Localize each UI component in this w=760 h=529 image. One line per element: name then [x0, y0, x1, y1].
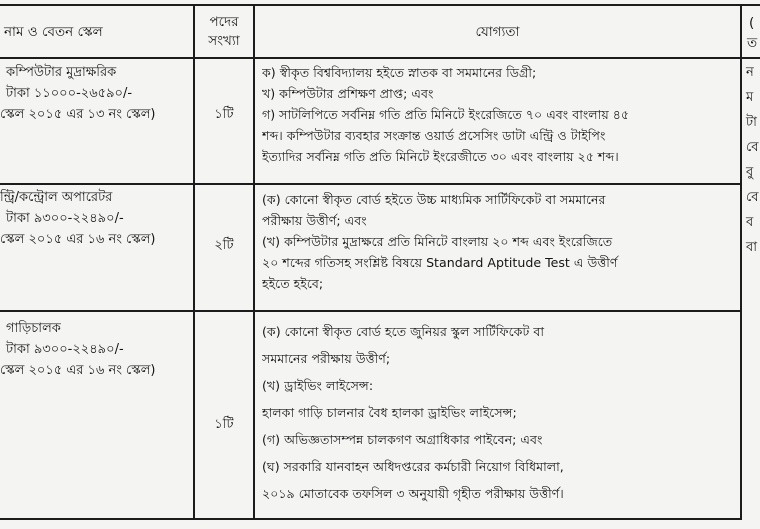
row2-qual-line: (ক) কোনো স্বীকৃত বোর্ড হইতে উচ্চ মাধ্যমিক সার্টিফিকেট বা সমমানের: [262, 192, 606, 207]
edge-line: বু: [746, 165, 754, 180]
row1-qual-line: গ) সাটলিপিতে সর্বনিম্ন গতি প্রতি মিনিটে ইংরেজিতে ৭০ এবং বাংলায় ৪৫: [262, 107, 630, 122]
row2-name: ন্ট্রি/কন্ট্রোল অপারেটর: [0, 190, 113, 205]
edge-line: বে: [746, 140, 759, 155]
row1-qual-line: খ) কম্পিউটার প্রশিক্ষণ প্রাপ্ত; এবং: [262, 86, 434, 101]
header-qualification: যোগ্যতা: [475, 24, 520, 40]
row1-name: কম্পিউটার মুদ্রাক্ষরিক: [6, 65, 117, 80]
row1-qualification: [262, 62, 734, 167]
row3-qual-line: (ঘ) সরকারি যানবাহন অধিদপ্তরের কর্মচারী নিয়োগ বিধিমালা,: [262, 459, 564, 474]
edge-line: বা: [746, 240, 758, 255]
row3-qual-line: হালকা গাড়ি চালনার বৈধ হালকা ড্রাইভিং লাইসেন্স;: [262, 405, 517, 420]
qual-column-right-border: [740, 4, 742, 520]
row2-posts: ২টি: [214, 238, 234, 253]
row1-scale: স্কেল ২০১৫ এর ১৩ নং স্কেল): [0, 107, 156, 122]
row1-qual-line: ইত্যাদির সর্বনিম্ন গতি প্রতি মিনিটে ইংরেজীতে ৩০ এবং বাংলায় ২৫ শব্দ।: [262, 149, 619, 164]
header-posts-line1: পদের: [209, 14, 239, 30]
row1-posts: ১টি: [214, 107, 234, 122]
edge-column-text: [746, 60, 759, 260]
header-name-salary: নাম ও বেতন স্কেল: [4, 24, 103, 40]
posts-column-left-border: [193, 4, 195, 520]
row2-divider: [0, 310, 742, 312]
header-edge-line1: (: [749, 15, 755, 31]
header-divider: [0, 57, 760, 59]
row3-salary: টাকা ৯৩০০-২২৪৯০/-: [6, 342, 124, 357]
row1-salary: টাকা ১১০০০-২৬৫৯০/-: [6, 86, 133, 101]
row3-posts: ১টি: [214, 417, 234, 432]
row3-name: গাড়িচালক: [6, 321, 61, 336]
header-posts-line2: সংখ্যা: [208, 33, 240, 49]
header-edge-line2: ত: [747, 35, 758, 51]
row3-qual-line: ২০১৯ মোতাবেক তফসিল ৩ অনুযায়ী গৃহীত পরীক্ষায় উত্তীর্ণ।: [262, 486, 564, 501]
row3-qualification: [262, 318, 734, 507]
row3-qual-line: (ক) কোনো স্বীকৃত বোর্ড হতে জুনিয়র স্কুল সার্টিফিকেট বা: [262, 324, 544, 339]
edge-line: ন: [746, 65, 754, 80]
row3-scale: স্কেল ২০১৫ এর ১৬ নং স্কেল): [0, 363, 156, 378]
edge-line: ম: [746, 90, 754, 105]
row1-qual-line: ক) স্বীকৃত বিশ্ববিদ্যালয় হইতে স্নাতক বা সমমানের ডিগ্রী;: [262, 65, 537, 80]
table-bottom-border: [0, 518, 742, 520]
table-top-border: [0, 4, 760, 6]
row2-qual-line: ২০ শব্দের গতিসহ সংশ্লিষ্ট বিষয়ে Standard Aptitude Test এ উত্তীর্ণ: [262, 255, 618, 270]
row3-qual-line: (গ) অভিজ্ঞতাসম্পন্ন চালকগণ অগ্রাধিকার পাইবেন; এবং: [262, 432, 543, 447]
edge-line: বে: [746, 190, 759, 205]
row3-qual-line: (খ) ড্রাইভিং লাইসেন্স:: [262, 378, 374, 393]
row1-divider: [0, 183, 742, 185]
edge-line: টা: [746, 115, 757, 130]
row2-qualification: [262, 189, 734, 294]
row2-salary: টাকা ৯৩০০-২২৪৯০/-: [6, 211, 124, 226]
row3-qual-line: সমমানের পরীক্ষায় উত্তীর্ণ;: [262, 351, 391, 366]
row2-qual-line: পরীক্ষায় উত্তীর্ণ; এবং: [262, 213, 367, 228]
qual-column-left-border: [253, 4, 255, 520]
row1-qual-line: শব্দ। কম্পিউটার ব্যবহার সংক্রান্ত ওয়ার্ড প্রসেসিং ডাটা এন্ট্রি ও টাইপিং: [262, 128, 606, 143]
row2-qual-line: (খ) কম্পিউটার মুদ্রাক্ষরে প্রতি মিনিটে বাংলায় ২০ শব্দ এবং ইংরেজিতে: [262, 234, 613, 249]
row2-scale: স্কেল ২০১৫ এর ১৬ নং স্কেল): [0, 232, 156, 247]
row2-qual-line: হইতে হইবে;: [262, 276, 324, 291]
edge-line: ব: [746, 215, 754, 230]
